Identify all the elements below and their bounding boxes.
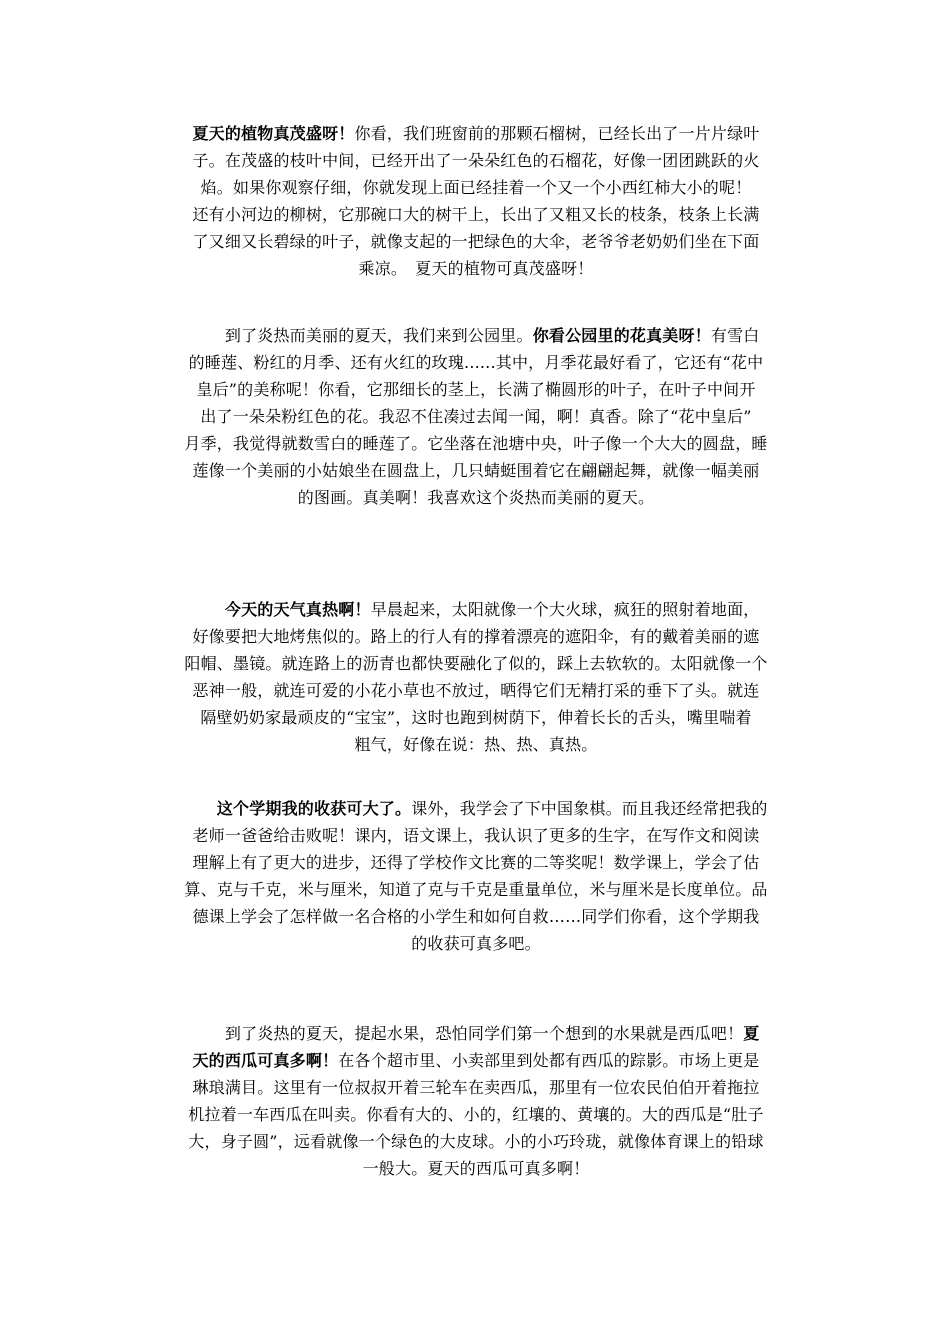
bold-topic-sentence: 这个学期我的收获可大了。 [216, 799, 412, 818]
text-line: 出了一朵朵粉红色的花。我忍不住凑过去闻一闻，啊！真香。除了“花中皇后” [200, 407, 752, 426]
text-line: 机拉着一车西瓜在叫卖。你看有大的、小的，红壤的、黄壤的。大的西瓜是“肚子 [188, 1105, 764, 1124]
text-line: 大，身子圆”，远看就像一个绿色的大皮球。小的小巧玲珑，就像体育课上的铅球 [188, 1132, 764, 1151]
text-line: 一般大。夏天的西瓜可真多啊！ [362, 1159, 590, 1178]
text-line: 隔壁奶奶家最顽皮的“宝宝”，这时也跑到树荫下，伸着长长的舌头，嘴里喘着 [200, 708, 752, 727]
text-line: 乘凉。 夏天的植物可真茂盛呀！ [358, 259, 594, 278]
bold-topic-sentence: 今天的天气真热啊！ [224, 600, 371, 619]
text-line: 焰。如果你观察仔细，你就发现上面已经挂着一个又一个小西红柿大小的呢！ [200, 178, 752, 197]
paragraph-semester-gains [142, 795, 810, 957]
text-line: 月季，我觉得就数雪白的睡莲了。它坐落在池塘中央，叶子像一个大大的圆盘，睡 [184, 434, 768, 453]
text-line: 天的西瓜可真多啊！在各个超市里、小卖部里到处都有西瓜的踪影。市场上更是 [192, 1051, 760, 1070]
text-line: 还有小河边的柳树，它那碗口大的树干上，长出了又粗又长的枝条，枝条上长满 [192, 205, 760, 224]
bold-topic-sentence: 天的西瓜可真多啊！ [192, 1051, 339, 1070]
text-line: 今天的天气真热啊！早晨起来，太阳就像一个大火球，疯狂的照射着地面， [224, 600, 760, 619]
text-line: 皇后”的美称呢！你看，它那细长的茎上，长满了椭圆形的叶子，在叶子中间开 [196, 380, 756, 399]
bold-topic-sentence: 夏 [743, 1024, 760, 1043]
text-line: 恶神一般，就连可爱的小花小草也不放过，晒得它们无精打采的垂下了头。就连 [192, 681, 760, 700]
text-line: 阳帽、墨镜。就连路上的沥青也都快要融化了似的，踩上去软软的。太阳就像一个 [184, 654, 768, 673]
text-line: 算、克与千克，米与厘米，知道了克与千克是重量单位，米与厘米是长度单位。品 [184, 880, 768, 899]
text-line: 到了炎热而美丽的夏天，我们来到公园里。你看公园里的花真美呀！有雪白 [192, 326, 760, 345]
text-line: 德课上学会了怎样做一名合格的小学生和如何自救……同学们你看，这个学期我 [192, 907, 760, 926]
text-line: 夏天的植物真茂盛呀！你看，我们班窗前的那颗石榴树，已经长出了一片片绿叶 [192, 124, 760, 143]
text-line: 子。在茂盛的枝叶中间，已经开出了一朵朵红色的石榴花，好像一团团跳跃的火 [192, 151, 760, 170]
text-line: 的睡莲、粉红的月季、还有火红的玫瑰......其中，月季花最好看了，它还有“花中 [188, 353, 764, 372]
text-line: 的图画。真美啊！我喜欢这个炎热而美丽的夏天。 [297, 488, 655, 507]
paragraph-summer-plants [142, 120, 810, 282]
text-line: 好像要把大地烤焦似的。路上的行人有的撑着漂亮的遮阳伞，有的戴着美丽的遮 [192, 627, 760, 646]
text-line: 的收获可真多吧。 [411, 934, 541, 953]
text-line: 到了炎热的夏天，提起水果，恐怕同学们第一个想到的水果就是西瓜吧！夏 [192, 1024, 760, 1043]
paragraph-park-flowers [142, 322, 810, 511]
text-line: 莲像一个美丽的小姑娘坐在圆盘上，几只蜻蜓围着它在翩翩起舞，就像一幅美丽 [192, 461, 760, 480]
paragraph-hot-weather [142, 596, 810, 758]
text-line: 理解上有了更大的进步，还得了学校作文比赛的二等奖呢！数学课上，学会了估 [192, 853, 760, 872]
text-line: 了又细又长碧绿的叶子，就像支起的一把绿色的大伞，老爷爷老奶奶们坐在下面 [192, 232, 760, 251]
text-line: 老师一爸爸给击败呢！课内，语文课上，我认识了更多的生字，在写作文和阅读 [192, 826, 760, 845]
text-line: 这个学期我的收获可大了。课外，我学会了下中国象棋。而且我还经常把我的 [216, 799, 768, 818]
bold-topic-sentence: 夏天的植物真茂盛呀！ [192, 124, 355, 143]
bold-topic-sentence: 你看公园里的花真美呀！ [532, 326, 711, 345]
paragraph-summer-watermelons [142, 1020, 810, 1182]
text-line: 粗气，好像在说：热、热、真热。 [354, 735, 598, 754]
text-line: 琳琅满目。这里有一位叔叔开着三轮车在卖西瓜，那里有一位农民伯伯开着拖拉 [192, 1078, 760, 1097]
